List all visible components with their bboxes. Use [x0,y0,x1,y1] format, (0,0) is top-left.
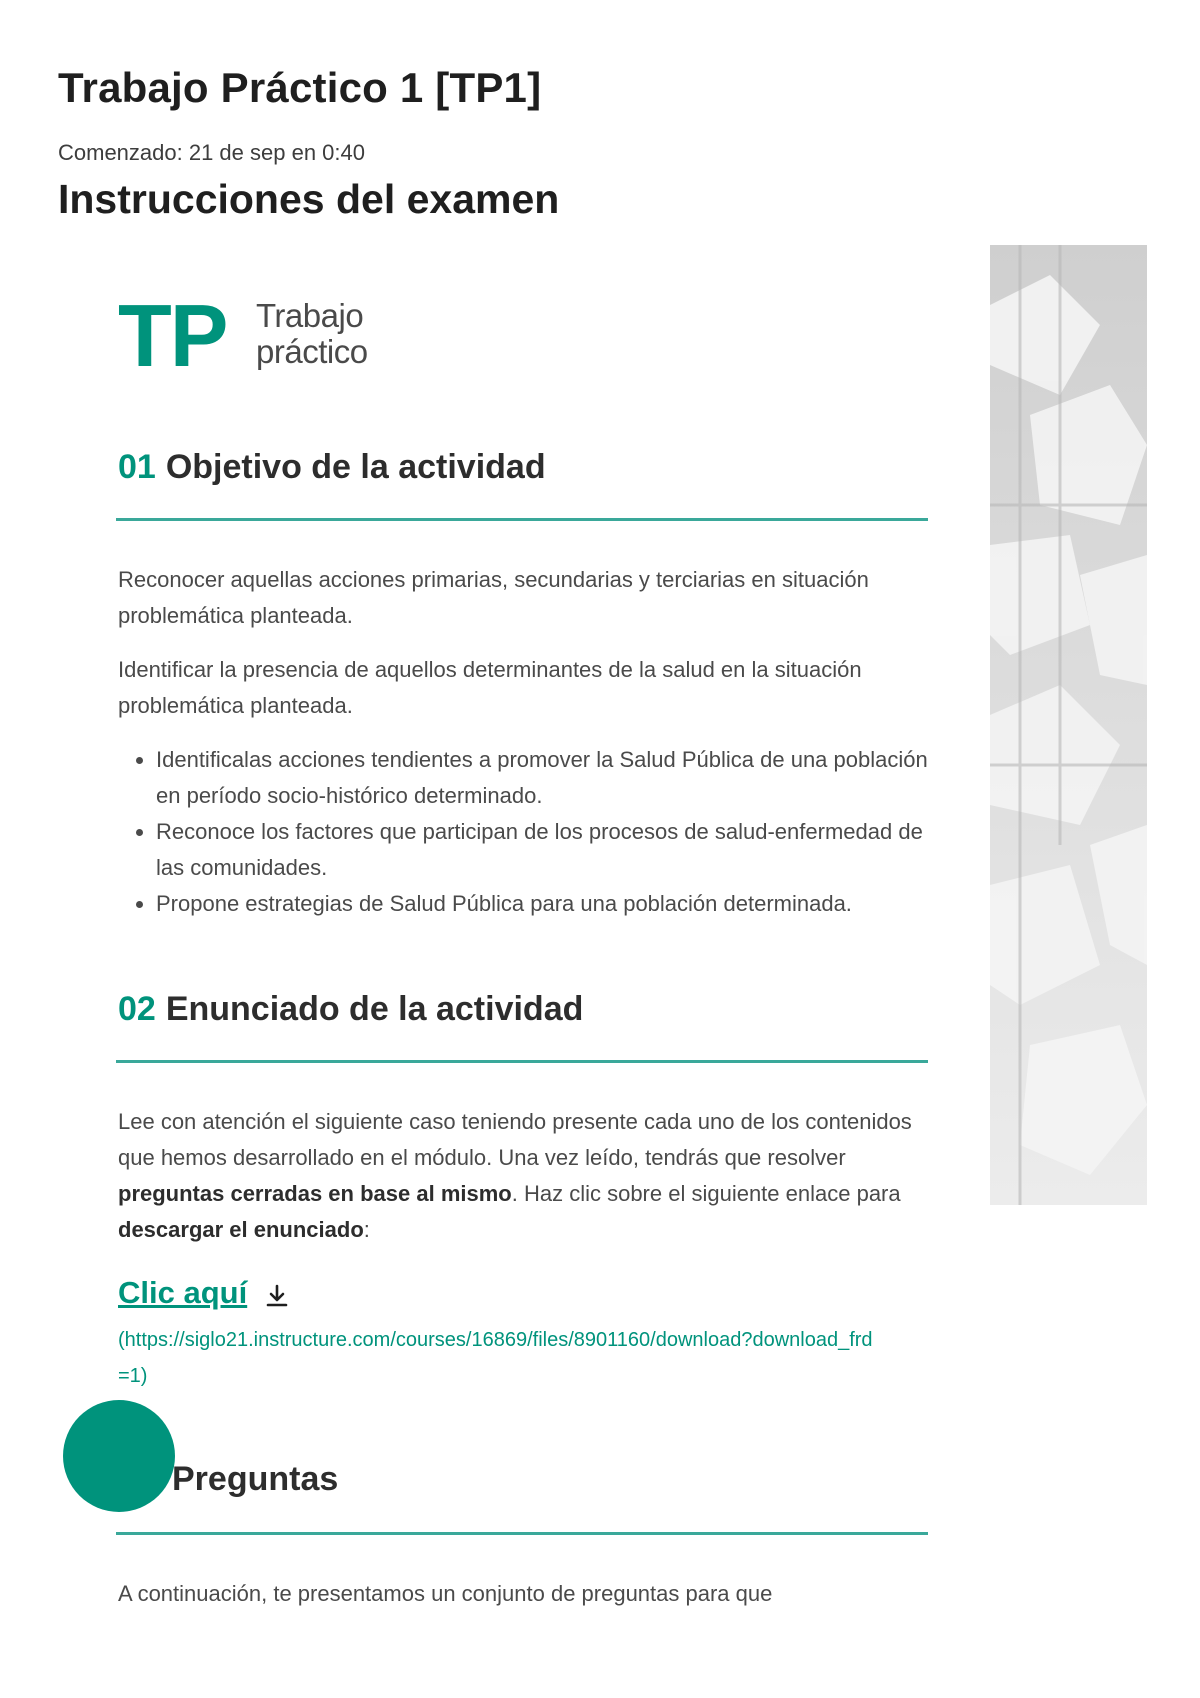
section-2-title: Enunciado de la actividad [165,990,584,1028]
section-2-divider [116,1060,928,1063]
download-url[interactable]: (https://siglo21.instructure.com/courses/16869/files/8901160/download?download_frd=1) [118,1329,873,1387]
objective-paragraph-2: Identificar la presencia de aquellos determinantes de la salud en la situación problemática planteada. [118,657,862,718]
page-title: Trabajo Práctico 1 [TP1] [58,64,542,111]
architecture-pattern [990,245,1147,1205]
download-link[interactable]: Clic aquí [118,1275,248,1310]
statement-text: . Haz clic sobre el siguiente enlace para [511,1181,901,1206]
section-3-divider [116,1532,928,1535]
download-icon[interactable] [264,1283,290,1314]
floating-circle-button[interactable] [63,1400,175,1512]
section-2-heading [118,990,583,1029]
logo-text [256,298,368,370]
started-timestamp: Comenzado: 21 de sep en 0:40 [58,140,366,165]
decorative-side-image [990,245,1147,1205]
section-2-number: 02 [118,990,156,1028]
section-1-divider [116,518,928,521]
list-item: • Identificalas acciones tendientes a promover la Salud Pública de una población en período socio-histórico determinado. [156,742,948,814]
objective-bullet-list [118,742,948,922]
statement-paragraph [118,1104,938,1248]
section-3-heading: Preguntas [172,1460,339,1498]
section-1-title: Objetivo de la actividad [165,448,546,486]
objective-paragraph-1: Reconocer aquellas acciones primarias, secundarias y terciarias en situación problemática planteada. [118,567,869,628]
logo-mark: TP [118,286,227,385]
instructions-heading: Instrucciones del examen [58,176,560,222]
statement-bold-2: descargar el enunciado [118,1217,364,1242]
download-link-row[interactable] [118,1275,290,1315]
logo-line-1: Trabajo [256,297,364,334]
statement-text: Lee con atención el siguiente caso teniendo presente cada uno de los contenidos que hemos desarrollado en el módulo. Una vez leído, tendrás que resolver [118,1109,912,1170]
section-1-number: 01 [118,448,156,486]
statement-bold-1: preguntas cerradas en base al mismo [118,1181,512,1206]
list-item: • Reconoce los factores que participan de los procesos de salud-enfermedad de las comunidades. [156,814,948,886]
logo-line-2: práctico [256,333,368,370]
section-1-heading [118,448,546,487]
list-item: • Propone estrategias de Salud Pública para una población determinada. [156,886,948,922]
questions-paragraph: A continuación, te presentamos un conjunto de preguntas para que [118,1581,773,1606]
statement-text: : [363,1217,370,1242]
